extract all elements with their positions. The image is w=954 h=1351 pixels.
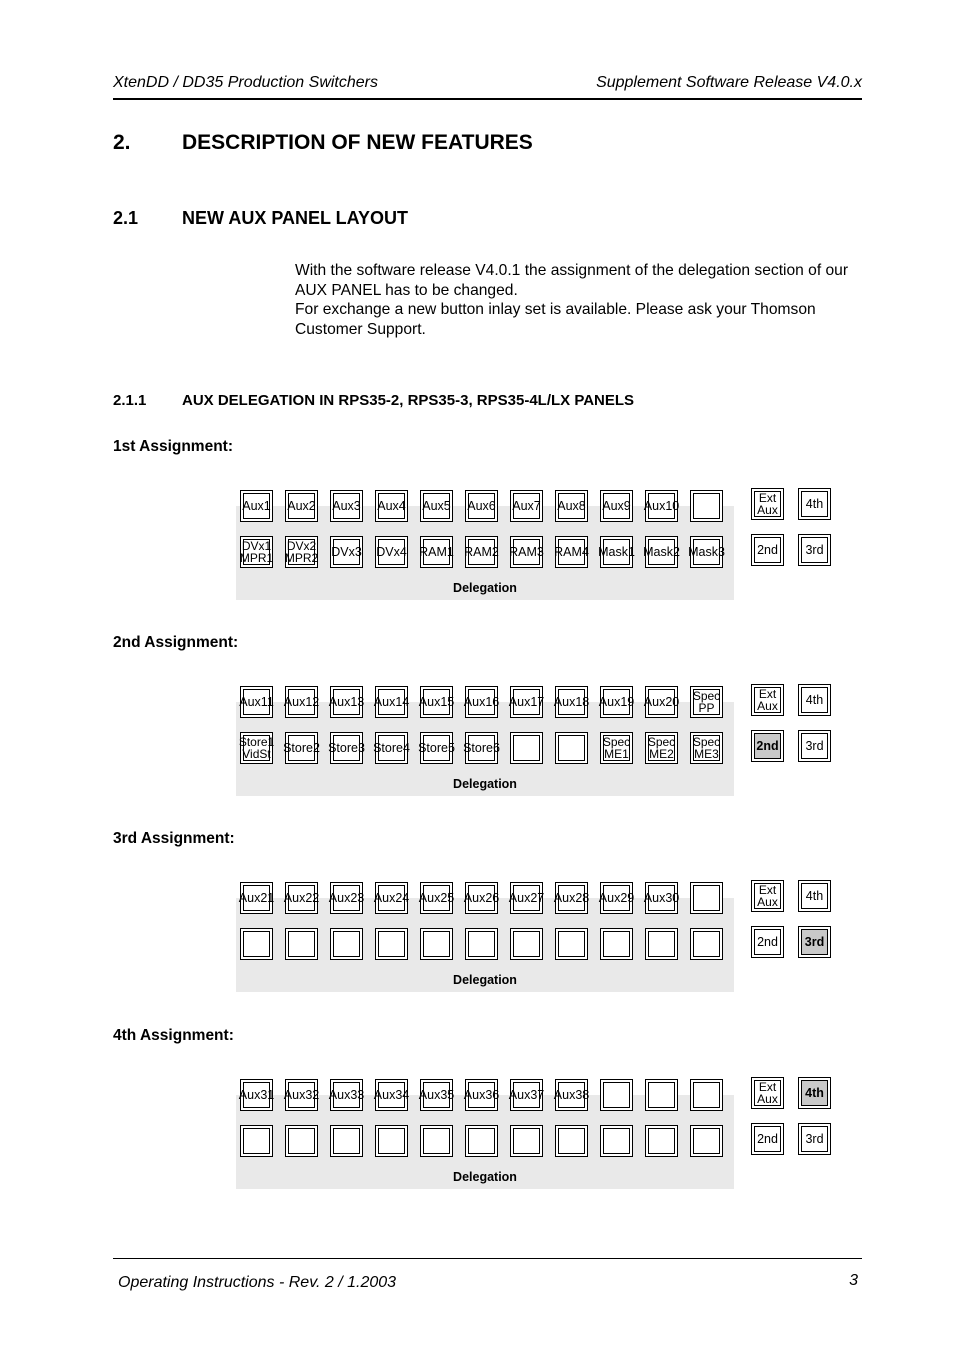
delegation-button[interactable]: RAM3	[510, 536, 543, 568]
assignment-select-4th-button[interactable]: 4th	[798, 488, 831, 520]
delegation-label: Delegation	[453, 777, 517, 791]
aux-button[interactable]: Aux19	[600, 686, 633, 718]
assignment-select-3rd-button[interactable]: 3rd	[798, 730, 831, 762]
footer-text: Operating Instructions - Rev. 2 / 1.2003	[118, 1274, 397, 1291]
assignment-label-1: 1st Assignment:	[113, 438, 234, 455]
assignment-select-ext-aux-button[interactable]: Ext Aux	[751, 488, 784, 520]
aux-button[interactable]: Aux27	[510, 882, 543, 914]
aux-button[interactable]: Aux38	[555, 1079, 588, 1111]
delegation-button[interactable]	[240, 1125, 273, 1157]
aux-button[interactable]: Aux9	[600, 490, 633, 522]
header-title-right: Supplement Software Release V4.0.x	[596, 74, 862, 91]
assignment-select-ext-aux-button[interactable]: Ext Aux	[751, 684, 784, 716]
delegation-button[interactable]	[510, 928, 543, 960]
delegation-button[interactable]: RAM1	[420, 536, 453, 568]
delegation-button[interactable]	[330, 928, 363, 960]
aux-button[interactable]: Aux23	[330, 882, 363, 914]
subsubsection-title: AUX DELEGATION IN RPS35-2, RPS35-3, RPS35-4L/LX PANELS	[182, 392, 635, 409]
delegation-button[interactable]	[330, 1125, 363, 1157]
delegation-button[interactable]	[690, 928, 723, 960]
delegation-button[interactable]	[465, 1125, 498, 1157]
section-title: DESCRIPTION OF NEW FEATURES	[182, 131, 533, 154]
delegation-button[interactable]	[285, 1125, 318, 1157]
header-title-left: XtenDD / DD35 Production Switchers	[113, 74, 378, 91]
delegation-button[interactable]: DVx4	[375, 536, 408, 568]
delegation-button[interactable]: Store5	[420, 732, 453, 764]
assignment-select-4th-button[interactable]: 4th	[798, 1077, 831, 1109]
header-rule	[113, 98, 862, 100]
delegation-button[interactable]: Mask3	[690, 536, 723, 568]
delegation-button[interactable]: DVx2 MPR2	[285, 536, 318, 568]
delegation-button[interactable]: RAM4	[555, 536, 588, 568]
delegation-label: Delegation	[453, 973, 517, 987]
delegation-button[interactable]	[510, 732, 543, 764]
assignment-label-2: 2nd Assignment:	[113, 634, 239, 651]
aux-button[interactable]: Aux32	[285, 1079, 318, 1111]
aux-button[interactable]	[690, 1079, 723, 1111]
delegation-button[interactable]: Store3	[330, 732, 363, 764]
aux-button[interactable]: Aux7	[510, 490, 543, 522]
aux-button[interactable]: Aux24	[375, 882, 408, 914]
assignment-label-3: 3rd Assignment:	[113, 830, 235, 847]
aux-button[interactable]: Aux6	[465, 490, 498, 522]
assignment-select-2nd-button[interactable]: 2nd	[751, 730, 784, 762]
aux-button[interactable]: Aux17	[510, 686, 543, 718]
aux-button[interactable]: Aux28	[555, 882, 588, 914]
section-number: 2.	[113, 131, 131, 154]
delegation-button[interactable]	[555, 1125, 588, 1157]
aux-button[interactable]: Aux10	[645, 490, 678, 522]
aux-button[interactable]: Aux18	[555, 686, 588, 718]
delegation-button[interactable]	[690, 1125, 723, 1157]
assignment-select-2nd-button[interactable]: 2nd	[751, 534, 784, 566]
delegation-button[interactable]: Store1 VidSt	[240, 732, 273, 764]
delegation-button[interactable]: Spec ME3	[690, 732, 723, 764]
delegation-button[interactable]	[375, 1125, 408, 1157]
subsubsection-number: 2.1.1	[113, 392, 147, 409]
aux-button[interactable]: Aux15	[420, 686, 453, 718]
delegation-button[interactable]: DVx3	[330, 536, 363, 568]
delegation-button[interactable]: Store2	[285, 732, 318, 764]
delegation-button[interactable]	[420, 1125, 453, 1157]
aux-button[interactable]: Aux2	[285, 490, 318, 522]
delegation-button[interactable]: Store6	[465, 732, 498, 764]
aux-button[interactable]: Aux20	[645, 686, 678, 718]
intro-text	[295, 261, 865, 339]
aux-button[interactable]: Aux8	[555, 490, 588, 522]
delegation-button[interactable]	[375, 928, 408, 960]
intro-paragraph-1: With the software release V4.0.1 the assignment of the delegation section of our AUX PANEL has to be changed.	[295, 262, 849, 299]
aux-button[interactable]: Aux5	[420, 490, 453, 522]
aux-button[interactable]: Aux37	[510, 1079, 543, 1111]
assignment-select-3rd-button[interactable]: 3rd	[798, 534, 831, 566]
aux-button[interactable]: Aux26	[465, 882, 498, 914]
assignment-select-4th-button[interactable]: 4th	[798, 880, 831, 912]
subsection-title: NEW AUX PANEL LAYOUT	[182, 208, 409, 228]
aux-button[interactable]	[600, 1079, 633, 1111]
delegation-button[interactable]	[600, 928, 633, 960]
delegation-button[interactable]: Spec ME1	[600, 732, 633, 764]
delegation-button[interactable]: Mask2	[645, 536, 678, 568]
aux-button[interactable]: Aux3	[330, 490, 363, 522]
intro-paragraph-2: For exchange a new button inlay set is available. Please ask your Thomson Customer Support.	[295, 301, 816, 338]
aux-button[interactable]: Aux36	[465, 1079, 498, 1111]
aux-button[interactable]: Aux4	[375, 490, 408, 522]
assignment-select-4th-button[interactable]: 4th	[798, 684, 831, 716]
aux-button[interactable]: Aux25	[420, 882, 453, 914]
assignment-select-2nd-button[interactable]: 2nd	[751, 926, 784, 958]
assignment-select-ext-aux-button[interactable]: Ext Aux	[751, 1077, 784, 1109]
assignment-select-2nd-button[interactable]: 2nd	[751, 1123, 784, 1155]
delegation-button[interactable]: Mask1	[600, 536, 633, 568]
subsection-number: 2.1	[113, 208, 139, 228]
delegation-label: Delegation	[453, 1170, 517, 1184]
aux-button[interactable]: Aux12	[285, 686, 318, 718]
delegation-button[interactable]	[645, 1125, 678, 1157]
delegation-button[interactable]	[465, 928, 498, 960]
aux-button[interactable]: Aux33	[330, 1079, 363, 1111]
aux-button[interactable]: Aux31	[240, 1079, 273, 1111]
aux-button[interactable]: Aux29	[600, 882, 633, 914]
delegation-button[interactable]	[645, 928, 678, 960]
assignment-select-3rd-button[interactable]: 3rd	[798, 926, 831, 958]
delegation-button[interactable]	[555, 732, 588, 764]
assignment-label-4: 4th Assignment:	[113, 1027, 234, 1044]
aux-button[interactable]: Aux13	[330, 686, 363, 718]
aux-button[interactable]: Aux30	[645, 882, 678, 914]
aux-button[interactable]: Aux35	[420, 1079, 453, 1111]
delegation-button[interactable]	[240, 928, 273, 960]
aux-button[interactable]	[690, 882, 723, 914]
assignment-select-ext-aux-button[interactable]: Ext Aux	[751, 880, 784, 912]
aux-button[interactable]: Aux1	[240, 490, 273, 522]
aux-button[interactable]: Aux22	[285, 882, 318, 914]
aux-button[interactable]: Aux14	[375, 686, 408, 718]
delegation-button[interactable]	[510, 1125, 543, 1157]
aux-button[interactable]: Aux21	[240, 882, 273, 914]
page-number: 3	[849, 1272, 858, 1289]
aux-button[interactable]: Aux34	[375, 1079, 408, 1111]
aux-button[interactable]: Aux16	[465, 686, 498, 718]
aux-button[interactable]	[645, 1079, 678, 1111]
aux-button[interactable]	[690, 490, 723, 522]
delegation-button[interactable]	[600, 1125, 633, 1157]
delegation-button[interactable]: DVx1 MPR1	[240, 536, 273, 568]
aux-button[interactable]: Spec PP	[690, 686, 723, 718]
footer-rule	[113, 1258, 862, 1259]
aux-button[interactable]: Aux11	[240, 686, 273, 718]
delegation-button[interactable]	[555, 928, 588, 960]
delegation-button[interactable]: RAM2	[465, 536, 498, 568]
delegation-button[interactable]	[420, 928, 453, 960]
delegation-button[interactable]: Store4	[375, 732, 408, 764]
delegation-button[interactable]: Spec ME2	[645, 732, 678, 764]
assignment-select-3rd-button[interactable]: 3rd	[798, 1123, 831, 1155]
delegation-label: Delegation	[453, 581, 517, 595]
delegation-button[interactable]	[285, 928, 318, 960]
